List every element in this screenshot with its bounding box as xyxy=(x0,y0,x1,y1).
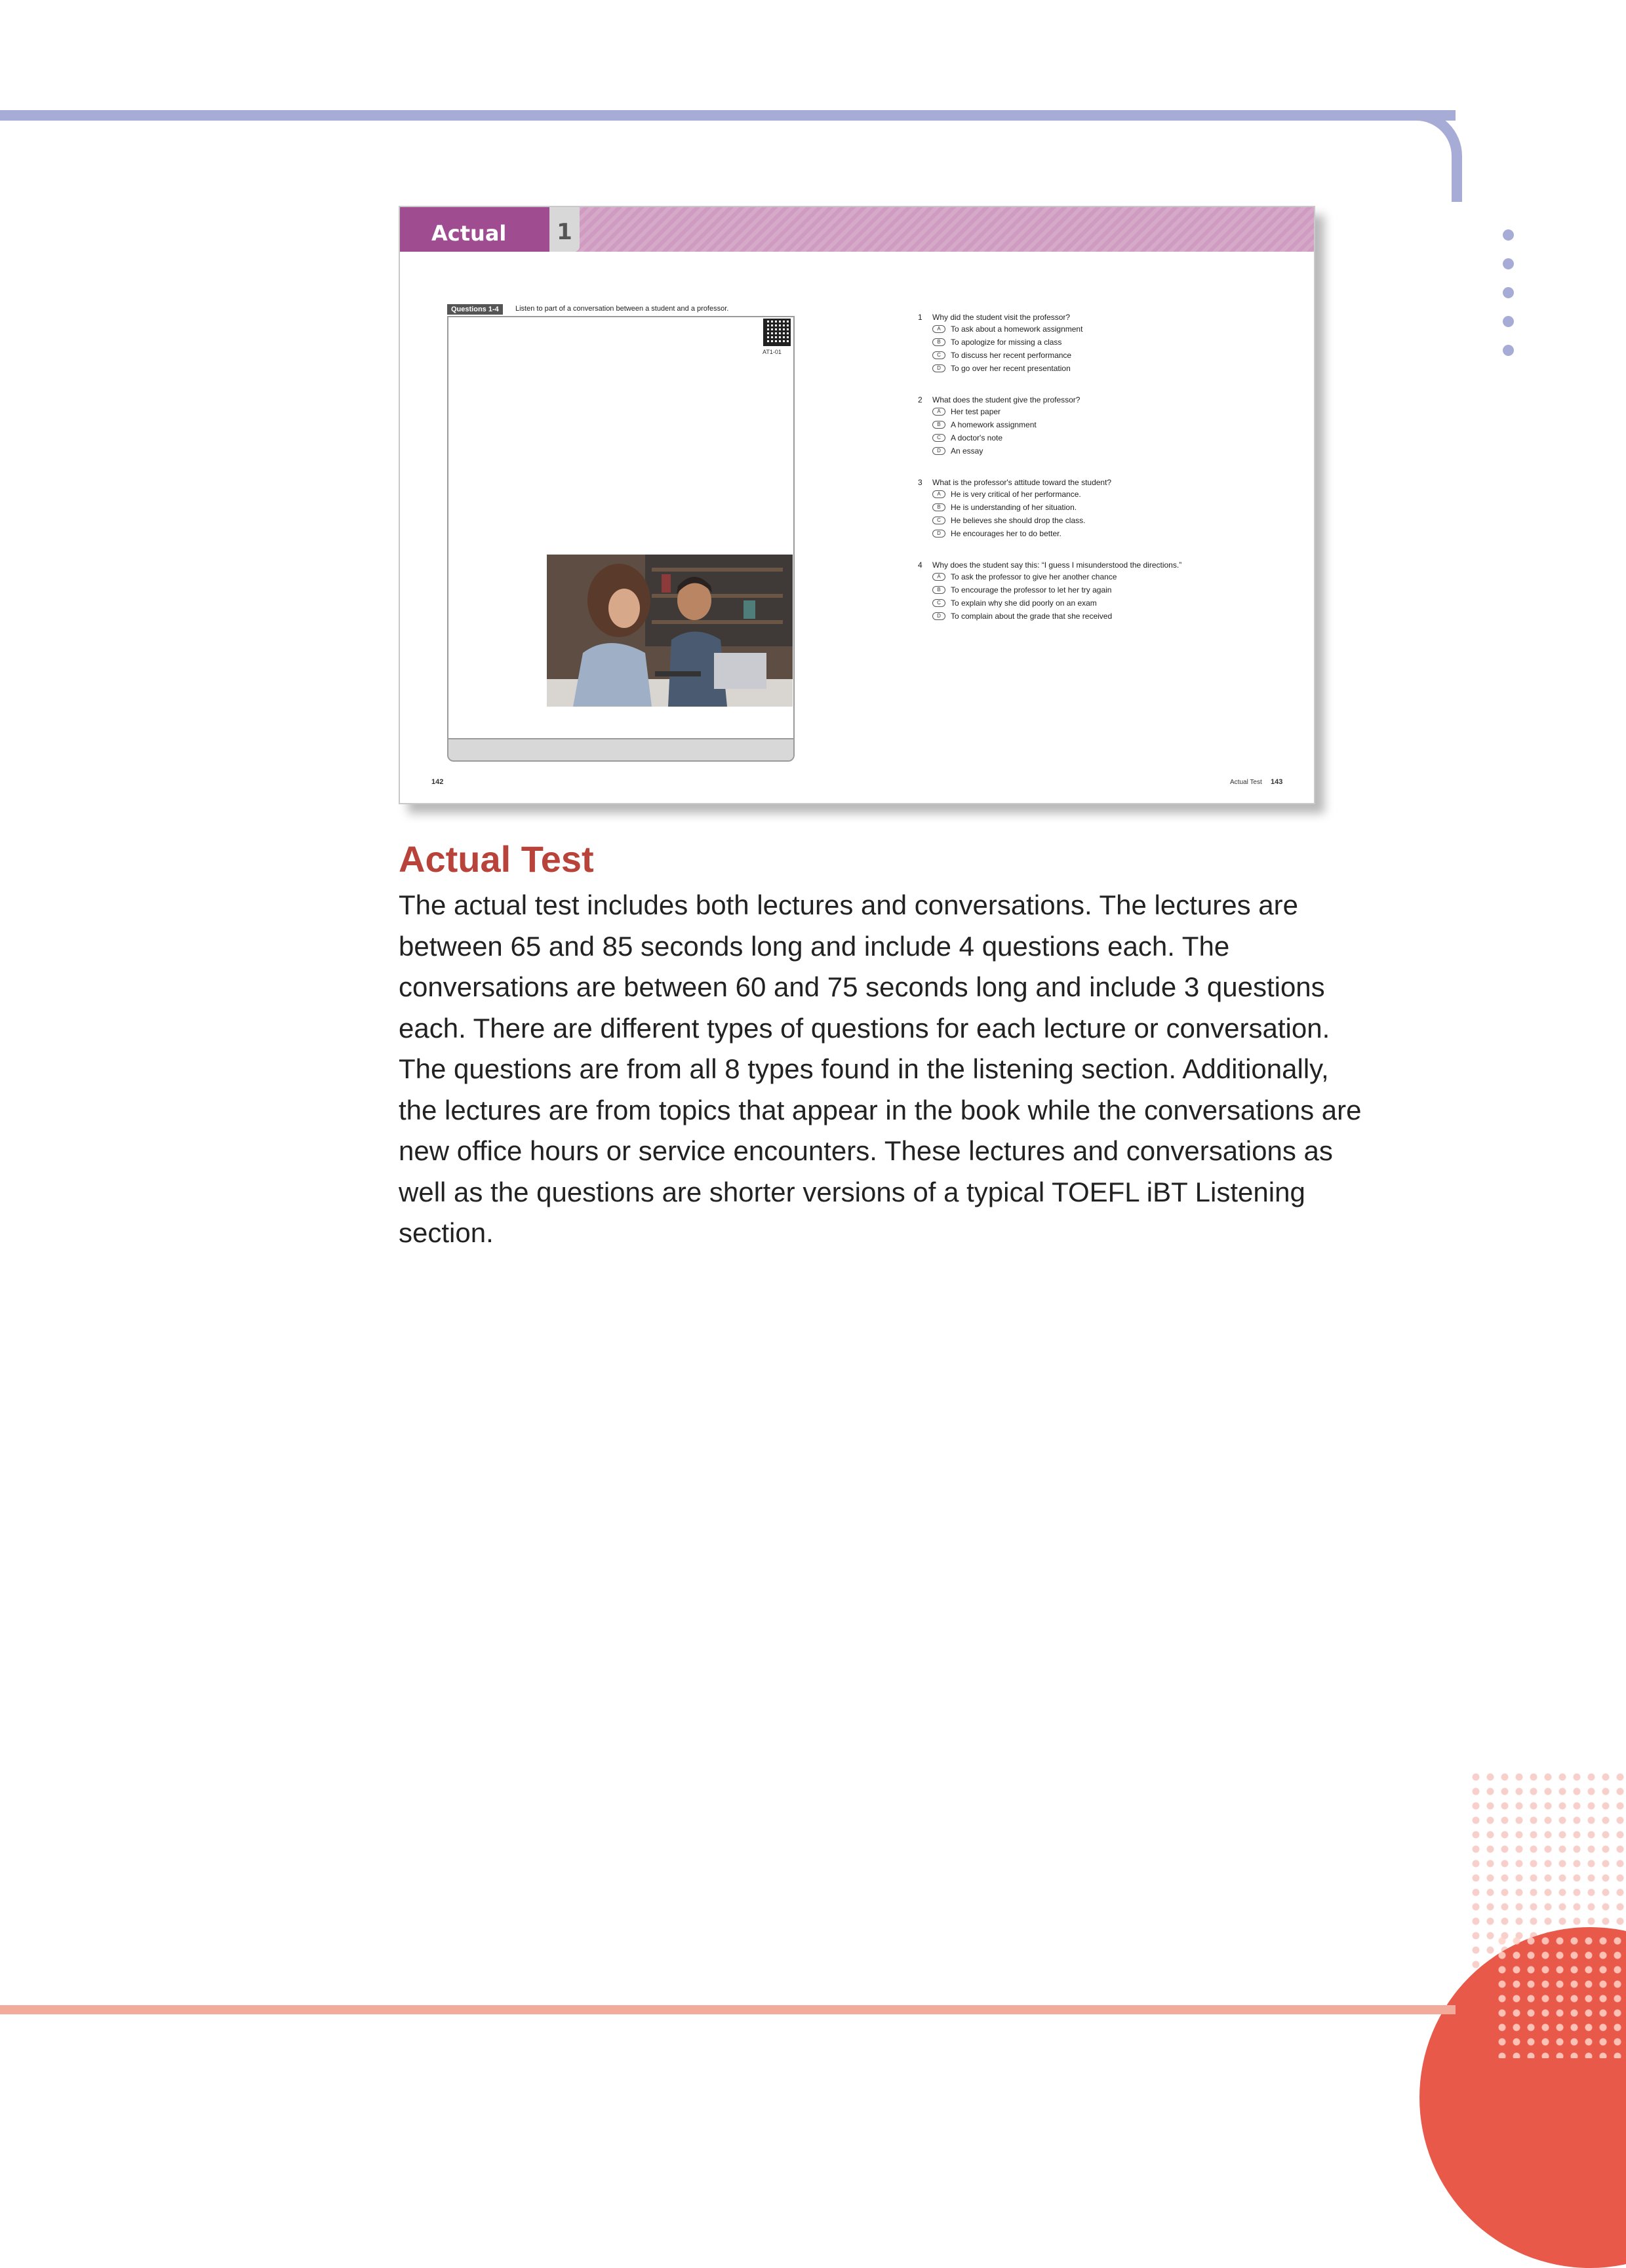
answer-option xyxy=(932,418,1285,431)
body-paragraph: The actual test includes both lectures and conversations. The lectures are between 65 and 85 seconds long and include 4 questions each. The conversations are between 60 and 75 seconds long and include 3 questions each. There are different types of questions for each lecture or conversation. The questions are from all 8 types found in the listening section. Additionally, the lectures are from topics that appear in the book while the conversations are new office hours or service encounters. These lectures and conversations as well as the questions are shorter versions of a typical TOEFL iBT Listening section. xyxy=(399,890,1362,1248)
answer-option xyxy=(932,501,1285,514)
option-text: To complain about the grade that she received xyxy=(951,612,1113,621)
question-number: 1 xyxy=(918,313,922,322)
option-text: To discuss her recent performance xyxy=(951,351,1072,360)
option-text: He encourages her to do better. xyxy=(951,529,1061,538)
questions-tag: Questions 1-4 xyxy=(447,304,503,315)
answer-option xyxy=(932,362,1285,375)
option-letter-icon: D xyxy=(932,447,945,455)
option-text: To explain why she did poorly on an exam xyxy=(951,598,1097,608)
option-letter-icon: D xyxy=(932,364,945,372)
corner-dot-pattern-overlay xyxy=(1495,1934,1626,2058)
banner-title: Actual Test xyxy=(400,207,549,252)
option-text: To ask the professor to give her another chance xyxy=(951,572,1117,581)
option-letter-icon: A xyxy=(932,573,945,581)
option-text: Her test paper xyxy=(951,407,1001,416)
option-letter-icon: C xyxy=(932,599,945,607)
banner-number: 1 xyxy=(549,207,580,252)
answer-option xyxy=(932,527,1285,540)
question-item xyxy=(918,395,1285,458)
top-decorative-line xyxy=(0,110,1456,121)
page-footer-label: Actual Test xyxy=(1230,779,1262,786)
question-stem: What does the student give the professor? xyxy=(932,395,1081,404)
answer-option xyxy=(932,570,1285,583)
answer-option xyxy=(932,610,1285,623)
option-text: He believes she should drop the class. xyxy=(951,516,1086,525)
question-item xyxy=(918,477,1285,540)
option-letter-icon: B xyxy=(932,421,945,429)
test-banner xyxy=(400,207,1314,298)
option-letter-icon: C xyxy=(932,517,945,524)
option-text: To apologize for missing a class xyxy=(951,338,1062,347)
option-text: A homework assignment xyxy=(951,420,1037,429)
answer-option xyxy=(932,431,1285,444)
answer-option xyxy=(932,488,1285,501)
question-stem: Why did the student visit the professor? xyxy=(932,313,1071,322)
option-letter-icon: B xyxy=(932,503,945,511)
book-spread-preview xyxy=(399,206,1315,804)
option-letter-icon: C xyxy=(932,351,945,359)
qr-label: AT1-01 xyxy=(763,349,782,355)
option-letter-icon: C xyxy=(932,434,945,442)
question-number: 3 xyxy=(918,478,922,487)
option-text: He is very critical of her performance. xyxy=(951,490,1081,499)
option-letter-icon: D xyxy=(932,530,945,538)
audio-control-bar xyxy=(448,738,793,760)
option-text: To encourage the professor to let her try again xyxy=(951,585,1112,595)
answer-option xyxy=(932,596,1285,610)
qr-code-icon xyxy=(763,319,791,346)
question-item xyxy=(918,312,1285,375)
option-letter-icon: D xyxy=(932,612,945,620)
bottom-decorative-line xyxy=(0,2005,1456,2014)
question-stem: What is the professor's attitude toward the student? xyxy=(932,478,1112,487)
section-title: Actual Test xyxy=(399,838,594,880)
option-letter-icon: B xyxy=(932,338,945,346)
option-letter-icon: A xyxy=(932,408,945,416)
question-item xyxy=(918,560,1285,623)
answer-option xyxy=(932,405,1285,418)
answer-option xyxy=(932,583,1285,596)
option-text: An essay xyxy=(951,446,983,456)
option-text: He is understanding of her situation. xyxy=(951,503,1077,512)
page-number-right: 143 xyxy=(1271,778,1283,786)
option-text: To ask about a homework assignment xyxy=(951,324,1083,334)
option-letter-icon: A xyxy=(932,490,945,498)
question-list xyxy=(918,312,1285,642)
question-stem: Why does the student say this: “I guess I misunderstood the directions.” xyxy=(932,560,1182,570)
option-letter-icon: B xyxy=(932,586,945,594)
option-letter-icon: A xyxy=(932,325,945,333)
answer-option xyxy=(932,349,1285,362)
answer-option xyxy=(932,444,1285,458)
answer-option xyxy=(932,336,1285,349)
page-number-left: 142 xyxy=(431,778,444,786)
top-corner-curve xyxy=(1403,110,1462,202)
listening-instruction: Listen to part of a conversation between a student and a professor. xyxy=(515,305,729,313)
answer-option xyxy=(932,514,1285,527)
question-number: 2 xyxy=(918,395,922,404)
side-dots-decoration xyxy=(1503,229,1516,374)
option-text: A doctor's note xyxy=(951,433,1003,442)
option-text: To go over her recent presentation xyxy=(951,364,1071,373)
question-number: 4 xyxy=(918,560,922,570)
answer-option xyxy=(932,323,1285,336)
student-professor-photo xyxy=(547,555,793,707)
audio-panel xyxy=(447,316,795,762)
section-body xyxy=(399,885,1362,1254)
